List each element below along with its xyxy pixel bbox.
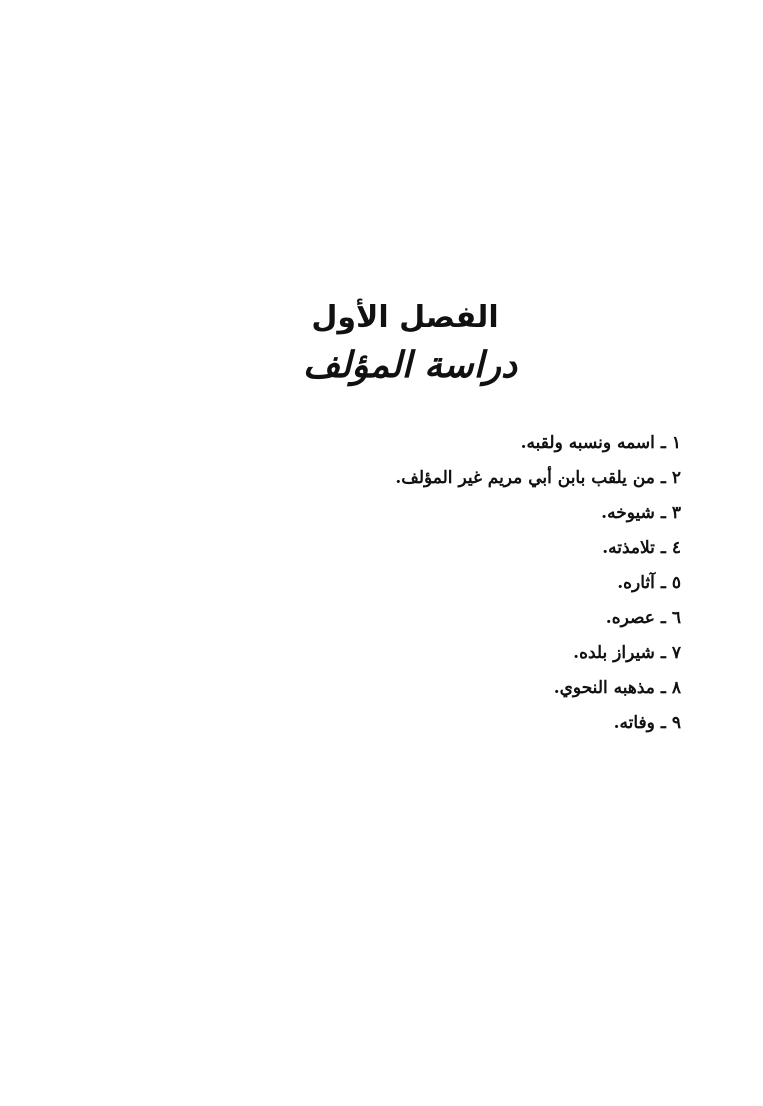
item-number: ٢: [671, 468, 681, 488]
list-item: [261, 461, 681, 496]
list-item: [261, 601, 681, 636]
chapter-subtitle: دراسة المؤلف: [302, 345, 518, 386]
chapter-heading: [270, 296, 550, 392]
item-number: ٦: [671, 608, 681, 628]
chapter-title: الفصل الأول: [311, 300, 499, 335]
item-number: ٨: [671, 678, 681, 698]
item-separator: ـ: [660, 643, 666, 663]
list-item: [261, 706, 681, 741]
item-text: من يلقب بابن أبي مريم غير المؤلف.: [395, 468, 655, 488]
list-item: [261, 426, 681, 461]
item-separator: ـ: [660, 608, 666, 628]
item-text: تلامذته.: [602, 538, 655, 558]
item-number: ٣: [671, 503, 681, 523]
list-item: [261, 671, 681, 706]
item-separator: ـ: [660, 538, 666, 558]
item-separator: ـ: [660, 433, 666, 453]
item-separator: ـ: [660, 573, 666, 593]
contents-list: [261, 426, 681, 741]
item-number: ١: [671, 433, 681, 453]
item-number: ٥: [671, 573, 681, 593]
item-separator: ـ: [660, 503, 666, 523]
list-item: [261, 566, 681, 601]
item-number: ٤: [671, 538, 681, 558]
item-text: اسمه ونسبه ولقبه.: [520, 433, 655, 453]
item-separator: ـ: [660, 468, 666, 488]
item-number: ٩: [671, 713, 681, 733]
list-item: [261, 636, 681, 671]
item-text: شيراز بلده.: [573, 643, 655, 663]
item-separator: ـ: [660, 678, 666, 698]
item-text: مذهبه النحوي.: [553, 678, 655, 698]
item-separator: ـ: [660, 713, 666, 733]
item-text: وفاته.: [613, 713, 655, 733]
list-item: [261, 496, 681, 531]
list-item: [261, 531, 681, 566]
item-text: عصره.: [605, 608, 655, 628]
item-number: ٧: [671, 643, 681, 663]
item-text: آثاره.: [617, 573, 655, 593]
item-text: شيوخه.: [601, 503, 655, 523]
